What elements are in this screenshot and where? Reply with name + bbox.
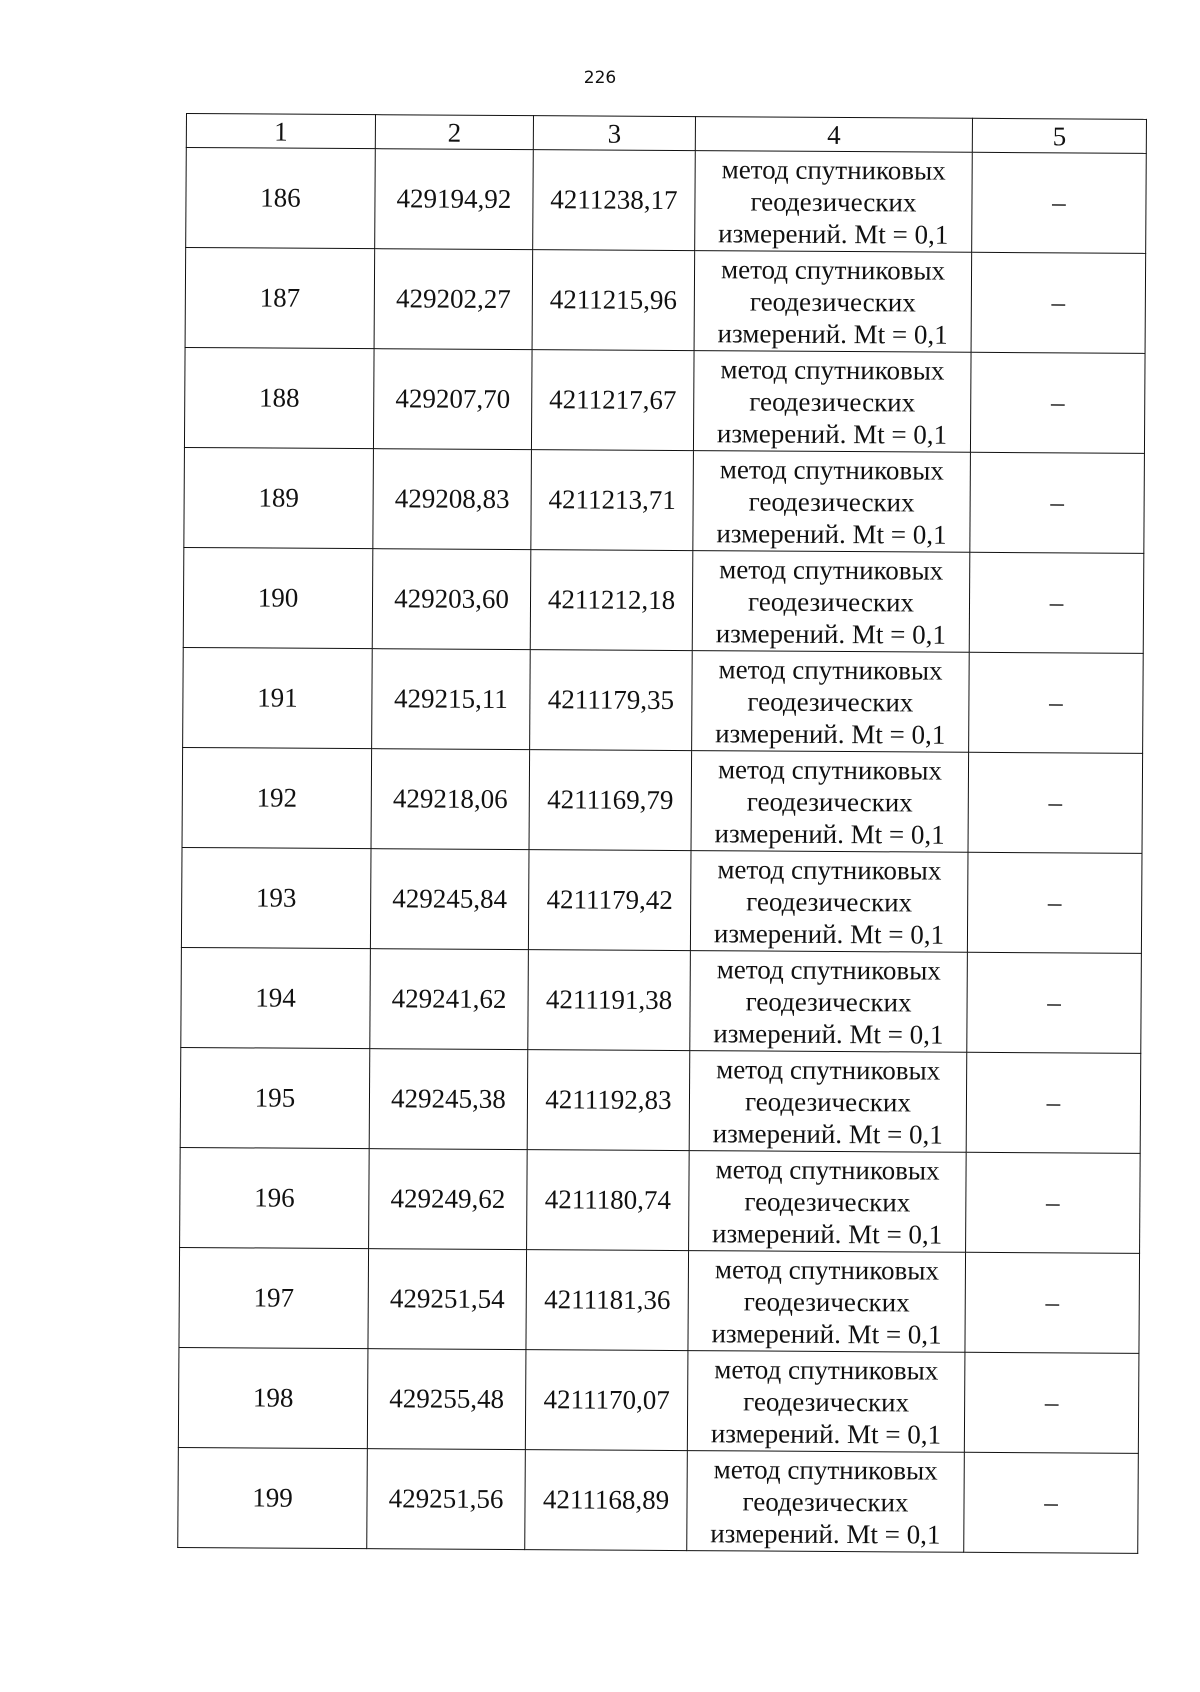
method-line: геодезических: [750, 185, 917, 217]
method-line: метод спутниковых: [714, 1253, 940, 1286]
method-line: измерений. Mt = 0,1: [711, 1317, 942, 1350]
note-cell: –: [967, 952, 1142, 1053]
x-coordinate-cell: 429215,11: [372, 649, 531, 750]
header-cell-5: 5: [972, 118, 1146, 153]
method-line: метод спутниковых: [718, 653, 943, 686]
y-coordinate-cell: 4211168,89: [525, 1450, 688, 1551]
method-line: геодезических: [743, 1385, 910, 1417]
note-cell: –: [969, 652, 1144, 753]
method-line: измерений. Mt = 0,1: [713, 917, 945, 950]
method-line: геодезических: [743, 1285, 910, 1317]
page-number: 226: [583, 68, 617, 88]
method-line: измерений. Mt = 0,1: [715, 717, 946, 750]
x-coordinate-cell: 429245,84: [370, 849, 529, 950]
table-row: [185, 248, 1146, 354]
coordinates-table-body: [178, 114, 1147, 1554]
header-cell-2: 2: [375, 115, 533, 150]
method-line: геодезических: [744, 1185, 911, 1217]
coordinates-table: [177, 113, 1147, 1554]
method-line: измерений. Mt = 0,1: [717, 317, 948, 350]
y-coordinate-cell: 4211170,07: [525, 1350, 688, 1451]
method-cell: [693, 451, 971, 553]
method-line: измерений. Mt = 0,1: [715, 617, 946, 650]
method-cell: [690, 951, 968, 1053]
table-row: [184, 447, 1145, 553]
method-line: геодезических: [746, 785, 913, 817]
y-coordinate-cell: 4211215,96: [532, 250, 695, 351]
table-row: [181, 847, 1142, 953]
table-row: [180, 1047, 1141, 1153]
point-number-cell: 187: [185, 248, 375, 349]
x-coordinate-cell: 429251,54: [368, 1249, 527, 1350]
x-coordinate-cell: 429202,27: [374, 249, 533, 350]
method-line: метод спутниковых: [716, 953, 941, 986]
method-line: метод спутниковых: [713, 1453, 938, 1486]
point-number-cell: 199: [178, 1447, 368, 1548]
point-number-cell: 188: [184, 347, 374, 448]
header-cell-1: 1: [186, 114, 375, 149]
method-line: измерений. Mt = 0,1: [713, 1017, 944, 1050]
method-cell: [693, 351, 971, 453]
note-cell: –: [970, 352, 1145, 453]
table-row: [186, 148, 1147, 254]
method-line: геодезических: [747, 685, 914, 717]
y-coordinate-cell: 4211238,17: [533, 150, 696, 251]
point-number-cell: 189: [184, 447, 374, 548]
method-line: метод спутниковых: [717, 753, 943, 786]
note-cell: –: [967, 852, 1142, 953]
note-cell: –: [966, 1152, 1141, 1253]
method-line: метод спутниковых: [719, 553, 944, 586]
method-line: геодезических: [744, 1085, 912, 1117]
note-cell: –: [964, 1352, 1139, 1453]
method-line: метод спутниковых: [716, 1053, 941, 1086]
method-line: метод спутниковых: [719, 453, 944, 486]
method-line: геодезических: [749, 285, 916, 317]
y-coordinate-cell: 4211191,38: [528, 950, 691, 1051]
x-coordinate-cell: 429251,56: [367, 1449, 526, 1550]
method-line: геодезических: [746, 885, 913, 917]
point-number-cell: 196: [180, 1147, 370, 1248]
table-row: [180, 1147, 1141, 1253]
method-line: измерений. Mt = 0,1: [714, 817, 945, 850]
note-cell: –: [966, 1052, 1141, 1153]
y-coordinate-cell: 4211179,42: [528, 850, 691, 951]
point-number-cell: 186: [186, 148, 376, 249]
header-cell-3: 3: [533, 116, 695, 151]
y-coordinate-cell: 4211169,79: [529, 750, 692, 851]
method-line: метод спутниковых: [721, 153, 946, 186]
note-cell: –: [969, 552, 1144, 653]
method-line: измерений. Mt = 0,1: [718, 217, 949, 250]
note-cell: –: [971, 252, 1146, 353]
method-line: геодезических: [749, 385, 916, 417]
method-cell: [692, 651, 970, 753]
method-line: измерений. Mt = 0,1: [712, 1117, 943, 1150]
note-cell: –: [965, 1252, 1140, 1353]
x-coordinate-cell: 429203,60: [372, 549, 531, 650]
method-line: геодезических: [748, 485, 915, 517]
point-number-cell: 191: [183, 647, 373, 748]
table-row: [182, 747, 1143, 853]
method-line: метод спутниковых: [720, 353, 945, 386]
method-line: метод спутниковых: [714, 1353, 939, 1386]
method-line: измерений. Mt = 0,1: [712, 1217, 943, 1250]
x-coordinate-cell: 429245,38: [369, 1049, 528, 1150]
method-cell: [689, 1051, 967, 1153]
x-coordinate-cell: 429194,92: [375, 149, 534, 250]
y-coordinate-cell: 4211212,18: [530, 550, 693, 651]
method-line: метод спутниковых: [717, 853, 942, 886]
table-row: [184, 347, 1145, 453]
point-number-cell: 194: [181, 947, 371, 1048]
point-number-cell: 195: [180, 1047, 370, 1148]
point-number-cell: 192: [182, 747, 372, 848]
table-row: [183, 647, 1144, 753]
note-cell: –: [970, 452, 1145, 553]
method-cell: [691, 751, 969, 853]
y-coordinate-cell: 4211217,67: [531, 350, 694, 451]
method-line: измерений. Mt = 0,1: [710, 1517, 941, 1550]
table-row: [183, 547, 1144, 653]
method-cell: [689, 1151, 967, 1253]
x-coordinate-cell: 429249,62: [369, 1149, 528, 1250]
x-coordinate-cell: 429241,62: [370, 949, 529, 1050]
table-row: [178, 1347, 1139, 1453]
method-line: метод спутниковых: [720, 253, 946, 286]
method-line: измерений. Mt = 0,1: [710, 1417, 942, 1450]
point-number-cell: 197: [179, 1247, 369, 1348]
method-cell: [694, 251, 972, 353]
method-line: измерений. Mt = 0,1: [716, 417, 948, 450]
table-row: [179, 1247, 1140, 1353]
method-cell: [688, 1251, 966, 1353]
note-cell: –: [968, 752, 1143, 853]
table-header-row: [186, 114, 1146, 154]
method-line: измерений. Mt = 0,1: [716, 517, 947, 550]
y-coordinate-cell: 4211181,36: [526, 1250, 689, 1351]
y-coordinate-cell: 4211192,83: [527, 1050, 690, 1151]
point-number-cell: 198: [178, 1347, 368, 1448]
table-row: [181, 947, 1142, 1053]
method-line: геодезических: [742, 1485, 909, 1517]
method-line: метод спутниковых: [715, 1153, 940, 1186]
method-cell: [692, 551, 970, 653]
method-line: геодезических: [745, 985, 912, 1017]
x-coordinate-cell: 429208,83: [373, 449, 532, 550]
method-cell: [695, 151, 973, 253]
method-line: геодезических: [747, 585, 915, 617]
note-cell: –: [964, 1452, 1139, 1553]
point-number-cell: 190: [183, 547, 373, 648]
x-coordinate-cell: 429255,48: [367, 1349, 526, 1450]
x-coordinate-cell: 429207,70: [373, 349, 532, 450]
y-coordinate-cell: 4211213,71: [531, 450, 694, 551]
note-cell: –: [972, 152, 1147, 253]
table-row: [178, 1447, 1139, 1553]
y-coordinate-cell: 4211180,74: [527, 1150, 690, 1251]
header-cell-4: 4: [695, 117, 972, 153]
method-cell: [687, 1451, 965, 1553]
method-cell: [687, 1351, 965, 1453]
method-cell: [690, 851, 968, 953]
y-coordinate-cell: 4211179,35: [530, 650, 693, 751]
point-number-cell: 193: [181, 847, 371, 948]
x-coordinate-cell: 429218,06: [371, 749, 530, 850]
